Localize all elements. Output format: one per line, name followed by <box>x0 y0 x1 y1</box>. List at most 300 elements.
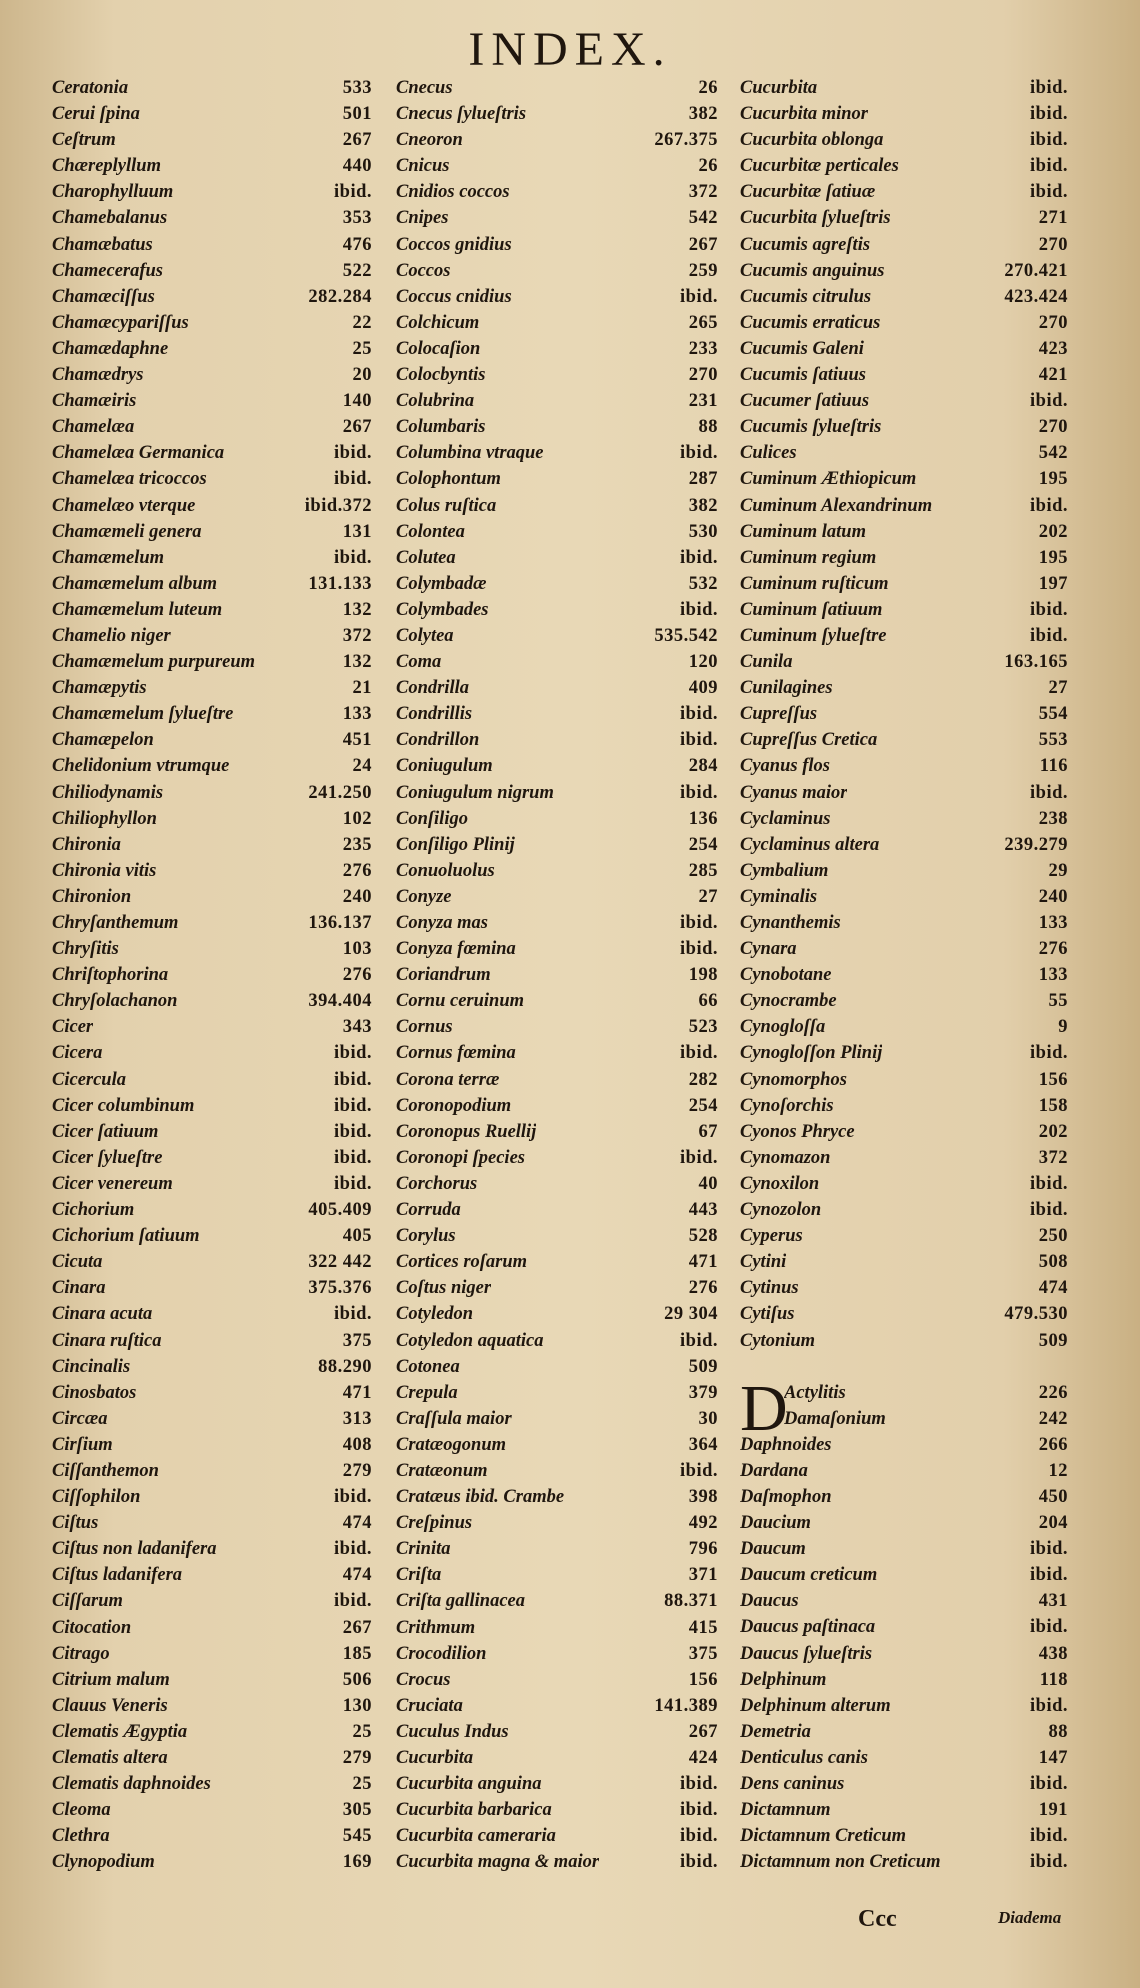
index-entry <box>396 1826 718 1852</box>
entry-page-ref: 554 <box>1038 704 1068 725</box>
index-entry <box>52 626 372 652</box>
entry-page-ref: 235 <box>342 834 372 855</box>
index-entry <box>396 913 718 939</box>
index-entry <box>396 443 718 469</box>
entry-page-ref: ibid. <box>1030 1200 1068 1221</box>
entry-page-ref: 241.250 <box>308 782 372 803</box>
entry-term: Chamæbatus <box>52 234 153 255</box>
entry-term: Ciſtus non ladanifera <box>52 1539 217 1560</box>
entry-page-ref: 796 <box>688 1539 718 1560</box>
entry-term: Daucum <box>740 1539 806 1560</box>
index-entry <box>52 1070 372 1096</box>
entry-page-ref: 202 <box>1038 521 1068 542</box>
entry-page-ref: 103 <box>342 939 372 960</box>
index-entry <box>52 1565 372 1591</box>
entry-page-ref: 492 <box>688 1513 718 1534</box>
index-entry <box>396 182 718 208</box>
index-entry <box>740 887 1068 913</box>
index-entry <box>52 1148 372 1174</box>
entry-term: Colophontum <box>396 469 501 490</box>
entry-term: Cneoron <box>396 130 463 151</box>
entry-term: Cuminum ſylueſtre <box>740 625 887 646</box>
index-entry <box>396 1200 718 1226</box>
entry-term: Chamelio niger <box>52 625 171 646</box>
index-entry <box>396 1748 718 1774</box>
index-entry <box>52 1800 372 1826</box>
index-entry <box>52 1852 372 1878</box>
entry-page-ref: 30 <box>698 1408 718 1429</box>
index-entry <box>740 1722 1068 1748</box>
index-entry <box>396 1252 718 1278</box>
entry-page-ref: 136 <box>688 808 718 829</box>
entry-page-ref: 431 <box>1038 1591 1068 1612</box>
index-entry <box>740 600 1068 626</box>
entry-term: Condrillon <box>396 730 480 751</box>
entry-page-ref: ibid. <box>680 913 718 933</box>
index-entry <box>740 1200 1068 1226</box>
entry-term: Cynogloſſon Plinij <box>740 1043 883 1064</box>
entry-term: Crocodilion <box>396 1643 487 1664</box>
entry-term: Cuminum Alexandrinum <box>740 495 933 516</box>
entry-term: Crepula <box>396 1382 458 1403</box>
index-entry <box>52 783 372 809</box>
entry-page-ref: 409 <box>688 678 718 699</box>
entry-term: Citocation <box>52 1617 132 1638</box>
entry-term: Cotonea <box>396 1356 460 1377</box>
index-entry <box>740 156 1068 182</box>
index-entry <box>396 365 718 391</box>
index-entry <box>396 678 718 704</box>
entry-page-ref: 22 <box>352 312 372 333</box>
entry-page-ref: ibid. <box>680 1147 718 1168</box>
index-entry <box>52 1722 372 1748</box>
entry-page-ref: 398 <box>688 1487 718 1508</box>
index-entry <box>740 574 1068 600</box>
entry-page-ref: ibid. <box>1030 78 1068 98</box>
entry-term: Cicer <box>52 1017 94 1038</box>
entry-page-ref: 25 <box>352 338 372 359</box>
index-entry <box>52 652 372 678</box>
entry-term: Craſſula maior <box>396 1408 512 1429</box>
entry-page-ref: 372 <box>342 625 372 646</box>
entry-term: Dictamnum <box>740 1800 831 1821</box>
index-entry <box>740 1435 1068 1461</box>
index-entry <box>396 626 718 652</box>
entry-term: Cratæonum <box>396 1460 488 1481</box>
index-entry <box>740 1461 1068 1487</box>
index-entry <box>52 496 372 522</box>
entry-page-ref: 471 <box>342 1382 372 1403</box>
entry-page-ref: 375 <box>688 1643 718 1664</box>
entry-page-ref: 9 <box>1058 1017 1068 1038</box>
entry-page-ref: 440 <box>342 156 372 177</box>
entry-term: Daucus ſylueſtris <box>740 1643 873 1664</box>
entry-term: Cynanthemis <box>740 913 841 933</box>
index-entry <box>52 939 372 965</box>
entry-page-ref: 267 <box>342 130 372 151</box>
entry-term: Criſta <box>396 1565 442 1586</box>
index-entry <box>740 965 1068 991</box>
entry-page-ref: ibid. <box>680 1852 718 1873</box>
entry-term: Citrium malum <box>52 1669 170 1690</box>
entry-term: Cucurbita oblonga <box>740 130 884 151</box>
entry-page-ref: 535.542 <box>654 625 718 646</box>
index-entry <box>396 261 718 287</box>
entry-term: Cicer ſatiuum <box>52 1121 159 1142</box>
entry-page-ref: 282 <box>688 1069 718 1090</box>
index-entry <box>52 182 372 208</box>
index-entry <box>52 1017 372 1043</box>
index-entry <box>52 1461 372 1487</box>
entry-page-ref: 450 <box>1038 1486 1068 1507</box>
entry-term: Cyclaminus <box>740 808 831 829</box>
index-entry <box>396 809 718 835</box>
index-entry <box>740 1800 1068 1826</box>
index-entry <box>396 1043 718 1069</box>
index-entry <box>52 756 372 782</box>
entry-term: Cuminum ſatiuum <box>740 599 883 620</box>
entry-term: Cynomazon <box>740 1147 831 1168</box>
entry-term: Colchicum <box>396 312 480 333</box>
index-entry <box>52 704 372 730</box>
index-entry <box>396 783 718 809</box>
entry-page-ref: 20 <box>352 365 372 386</box>
entry-page-ref: 233 <box>688 338 718 359</box>
index-entry <box>784 1383 1068 1409</box>
entry-term: Colontea <box>396 521 465 542</box>
index-entry <box>52 313 372 339</box>
entry-page-ref: 185 <box>342 1643 372 1664</box>
entry-term: Cruciata <box>396 1695 463 1716</box>
entry-term: Chiliophyllon <box>52 808 157 829</box>
index-entry <box>740 1852 1068 1878</box>
index-entry <box>740 78 1068 104</box>
index-entry <box>396 652 718 678</box>
entry-page-ref: 438 <box>1038 1643 1068 1664</box>
entry-term: Condrillis <box>396 704 473 725</box>
entry-term: Colutea <box>396 547 456 568</box>
entry-page-ref: 528 <box>688 1226 718 1247</box>
entry-page-ref: ibid. <box>1030 156 1068 177</box>
index-entry <box>52 1513 372 1539</box>
index-entry <box>396 861 718 887</box>
entry-term: Corona terræ <box>396 1069 500 1090</box>
entry-page-ref: ibid. <box>1030 182 1068 203</box>
entry-term: Cinara acuta <box>52 1304 153 1325</box>
entry-term: Cincinalis <box>52 1356 131 1377</box>
entry-page-ref: ibid. <box>1030 625 1068 646</box>
entry-term: Citrago <box>52 1643 110 1664</box>
index-entry <box>396 1461 718 1487</box>
index-entry <box>52 417 372 443</box>
entry-term: Colytea <box>396 625 454 646</box>
index-entry <box>52 1252 372 1278</box>
index-entry <box>396 1435 718 1461</box>
entry-page-ref: ibid. <box>1030 104 1068 125</box>
entry-page-ref: ibid. <box>1030 1774 1068 1794</box>
entry-page-ref: 156 <box>1038 1069 1068 1090</box>
entry-term: Chironion <box>52 886 132 907</box>
entry-page-ref: 267 <box>688 1721 718 1742</box>
entry-page-ref: 508 <box>1038 1252 1068 1273</box>
index-entry <box>396 600 718 626</box>
index-entry <box>52 208 372 234</box>
entry-term: Ceſtrum <box>52 130 116 151</box>
entry-page-ref: 195 <box>1038 469 1068 490</box>
index-entry <box>396 391 718 417</box>
entry-page-ref: ibid. <box>1030 1695 1068 1716</box>
entry-page-ref: 136.137 <box>308 913 372 933</box>
entry-page-ref: 133 <box>1038 913 1068 933</box>
index-entry <box>396 130 718 156</box>
entry-page-ref: 266 <box>1038 1434 1068 1455</box>
entry-term: Chamæmelum album <box>52 573 217 594</box>
entry-page-ref: ibid. <box>680 599 718 620</box>
entry-page-ref: 169 <box>342 1852 372 1873</box>
index-entry <box>52 1618 372 1644</box>
entry-page-ref: ibid. <box>680 286 718 307</box>
index-entry <box>740 1696 1068 1722</box>
index-entry <box>740 704 1068 730</box>
entry-page-ref: 501 <box>342 104 372 125</box>
entry-page-ref: 271 <box>1038 208 1068 229</box>
index-entry <box>740 1148 1068 1174</box>
entry-page-ref: 116 <box>1039 756 1068 777</box>
entry-term: Daucus <box>740 1591 799 1612</box>
entry-term: Clematis daphnoides <box>52 1774 211 1795</box>
entry-page-ref: 287 <box>688 469 718 490</box>
index-entry <box>740 783 1068 809</box>
entry-page-ref: 364 <box>688 1434 718 1455</box>
entry-term: Conuoluolus <box>396 860 495 881</box>
entry-term: Cupreſſus <box>740 704 818 725</box>
entry-page-ref: 405.409 <box>308 1200 372 1221</box>
index-entry <box>740 1617 1068 1643</box>
entry-term: Chamæiris <box>52 391 137 412</box>
index-entry <box>740 1487 1068 1513</box>
entry-page-ref: 509 <box>1038 1330 1068 1351</box>
index-entry <box>396 1774 718 1800</box>
index-entry <box>396 1409 718 1435</box>
entry-term: Cucurbitæ perticales <box>740 156 899 177</box>
entry-page-ref: 408 <box>342 1434 372 1455</box>
entry-page-ref: ibid. <box>1030 1539 1068 1560</box>
entry-page-ref: 242 <box>1038 1408 1068 1429</box>
index-entry <box>396 887 718 913</box>
entry-page-ref: ibid. <box>1030 495 1068 516</box>
entry-page-ref: ibid. <box>1030 782 1068 803</box>
entry-page-ref: 343 <box>342 1017 372 1038</box>
entry-page-ref: 120 <box>688 652 718 673</box>
index-entry <box>52 887 372 913</box>
entry-term: Daſmophon <box>740 1486 832 1507</box>
index-entry <box>396 469 718 495</box>
index-entry <box>740 1226 1068 1252</box>
index-entry <box>740 1304 1068 1330</box>
index-entry <box>52 835 372 861</box>
entry-term: Cynara <box>740 939 797 960</box>
entry-page-ref: 25 <box>352 1721 372 1742</box>
index-entry <box>740 1252 1068 1278</box>
entry-page-ref: 421 <box>1038 365 1068 386</box>
entry-page-ref: 322 442 <box>308 1252 372 1273</box>
index-entry <box>740 1331 1068 1357</box>
index-entry <box>52 548 372 574</box>
entry-page-ref: 141.389 <box>654 1695 718 1716</box>
entry-page-ref: 147 <box>1038 1747 1068 1768</box>
entry-term: Cicer venereum <box>52 1173 173 1194</box>
index-entry <box>740 1748 1068 1774</box>
entry-page-ref: 471 <box>688 1252 718 1273</box>
entry-term: Conſiligo Plinij <box>396 834 515 855</box>
entry-page-ref: 270 <box>1038 234 1068 255</box>
entry-page-ref: 27 <box>1048 678 1068 699</box>
entry-term: Denticulus canis <box>740 1747 868 1768</box>
entry-page-ref: ibid. <box>680 1826 718 1847</box>
entry-term: Chamelæa Germanica <box>52 443 225 464</box>
entry-term: Chironia <box>52 834 121 855</box>
index-entry <box>396 756 718 782</box>
entry-page-ref: 265 <box>688 312 718 333</box>
entry-term: Cichorium <box>52 1200 135 1221</box>
entry-page-ref: 451 <box>342 730 372 751</box>
entry-page-ref: 270.421 <box>1004 260 1068 281</box>
entry-page-ref: 379 <box>688 1382 718 1403</box>
entry-term: Dens caninus <box>740 1774 845 1794</box>
index-entry <box>52 339 372 365</box>
entry-term: Crocus <box>396 1669 451 1690</box>
entry-term: Cucurbita magna & maior <box>396 1852 600 1873</box>
index-entry <box>396 939 718 965</box>
entry-page-ref: 375.376 <box>308 1278 372 1299</box>
entry-page-ref: 474 <box>1038 1278 1068 1299</box>
entry-page-ref: 267 <box>342 1617 372 1638</box>
entry-term: Chamelæo vterque <box>52 495 196 516</box>
entry-term: Columbina vtraque <box>396 443 544 464</box>
index-entry <box>784 1409 1068 1435</box>
entry-term: Cucumis anguinus <box>740 260 885 281</box>
entry-page-ref: 197 <box>1038 573 1068 594</box>
entry-term: Demetria <box>740 1721 811 1742</box>
index-entry <box>52 1539 372 1565</box>
entry-term: Cytini <box>740 1252 787 1273</box>
entry-term: Cynocrambe <box>740 991 837 1012</box>
entry-page-ref: ibid. <box>680 730 718 751</box>
entry-term: Daucus paſtinaca <box>740 1617 876 1638</box>
entry-page-ref: 542 <box>688 208 718 229</box>
index-entry <box>52 469 372 495</box>
entry-page-ref: 405 <box>342 1226 372 1247</box>
entry-term: Cratæogonum <box>396 1434 507 1455</box>
index-entry <box>396 1174 718 1200</box>
index-entry <box>740 1774 1068 1800</box>
entry-term: Cerui ſpina <box>52 104 140 125</box>
entry-page-ref: 371 <box>688 1565 718 1586</box>
entry-page-ref: 133 <box>342 704 372 725</box>
index-entry <box>740 626 1068 652</box>
d-section <box>740 1371 1068 1879</box>
index-entry <box>52 730 372 756</box>
entry-term: Cucurbita anguina <box>396 1774 542 1795</box>
entry-page-ref: 67 <box>698 1121 718 1142</box>
entry-page-ref: ibid. <box>680 547 718 568</box>
entry-term: Culices <box>740 443 797 464</box>
entry-term: Cyperus <box>740 1226 803 1247</box>
entry-page-ref: 239.279 <box>1004 834 1068 855</box>
entry-page-ref: 202 <box>1038 1121 1068 1142</box>
entry-page-ref: 204 <box>1038 1513 1068 1534</box>
entry-page-ref: ibid. <box>680 1043 718 1064</box>
entry-page-ref: 522 <box>342 260 372 281</box>
entry-term: Chamæpytis <box>52 678 147 699</box>
entry-term: Cucumis ſatiuus <box>740 365 866 386</box>
entry-term: Coſtus niger <box>396 1278 492 1299</box>
index-entry <box>52 1304 372 1330</box>
entry-page-ref: 66 <box>698 991 718 1012</box>
entry-term: Crinita <box>396 1539 451 1560</box>
entry-page-ref: 276 <box>342 860 372 881</box>
entry-page-ref: ibid. <box>680 782 718 803</box>
entry-term: Crithmum <box>396 1617 476 1638</box>
index-column-2 <box>396 78 718 1878</box>
entry-page-ref: ibid. <box>1030 1617 1068 1638</box>
entry-term: Cytinus <box>740 1278 799 1299</box>
entry-term: Dardana <box>740 1460 808 1481</box>
index-entry <box>52 1748 372 1774</box>
entry-page-ref: 305 <box>342 1800 372 1821</box>
entry-term: Conyza mas <box>396 913 489 933</box>
entry-term: Chamelæa <box>52 417 135 438</box>
index-entry <box>740 652 1068 678</box>
entry-page-ref: 24 <box>352 756 372 777</box>
index-entry <box>52 235 372 261</box>
index-entry <box>740 1513 1068 1539</box>
index-entry <box>52 991 372 1017</box>
entry-term: Cucumis citrulus <box>740 286 872 307</box>
entry-term: Ciſſophilon <box>52 1487 141 1508</box>
entry-term: Chamæmelum ſylueſtre <box>52 704 234 725</box>
index-entry <box>396 522 718 548</box>
entry-page-ref: 21 <box>352 678 372 699</box>
index-entry <box>396 1096 718 1122</box>
entry-page-ref: 443 <box>688 1200 718 1221</box>
entry-page-ref: ibid. <box>680 1774 718 1795</box>
entry-term: Daucium <box>740 1513 811 1534</box>
entry-term: Cratæus ibid. Crambe <box>396 1487 565 1508</box>
entry-term: Cortices roſarum <box>396 1252 528 1273</box>
entry-term: Cucumis Galeni <box>740 338 864 359</box>
index-entry <box>740 235 1068 261</box>
entry-term: Corruda <box>396 1200 461 1221</box>
entry-term: Cynozolon <box>740 1200 822 1221</box>
d-section-lead-entries <box>784 1383 1068 1435</box>
entry-term: Colus ruſtica <box>396 495 497 516</box>
index-entry <box>52 1096 372 1122</box>
entry-term: Ceratonia <box>52 78 129 98</box>
entry-term: Chamæpelon <box>52 730 154 751</box>
index-entry <box>396 965 718 991</box>
entry-term: Cuculus Indus <box>396 1721 509 1742</box>
entry-term: Cynoſorchis <box>740 1095 834 1116</box>
entry-term: Chamæmelum <box>52 547 165 568</box>
entry-page-ref: ibid. <box>1030 391 1068 412</box>
index-entry <box>740 1539 1068 1565</box>
entry-page-ref: 276 <box>342 965 372 986</box>
entry-term: Columbaris <box>396 417 486 438</box>
index-entry <box>740 522 1068 548</box>
entry-page-ref: ibid. <box>680 1460 718 1481</box>
entry-term: Cyclaminus altera <box>740 834 880 855</box>
